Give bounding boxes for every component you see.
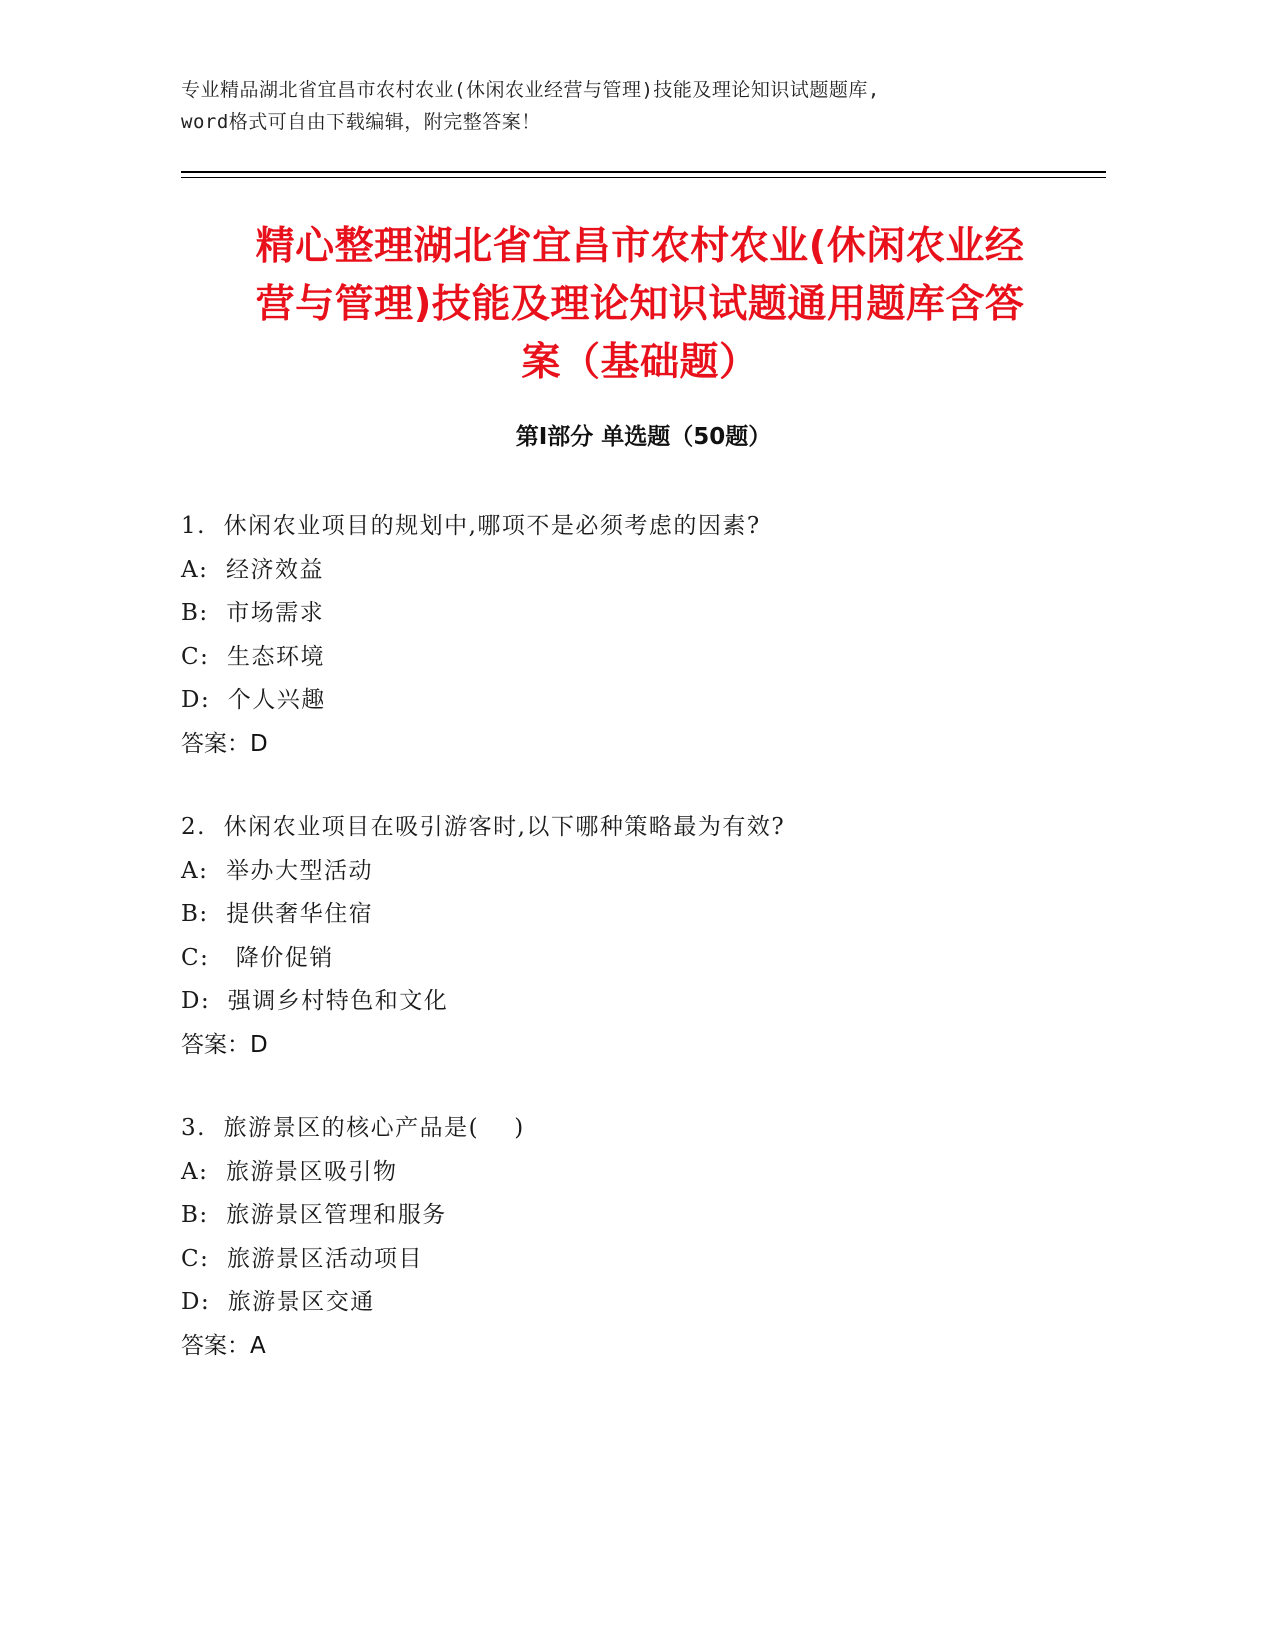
option-c: C: 旅游景区活动项目 <box>181 1245 423 1272</box>
answer: 答案：D <box>181 730 268 757</box>
document-title-line-2: 营与管理)技能及理论知识试题通用题库含答 <box>255 282 1025 327</box>
option-b: B: 旅游景区管理和服务 <box>181 1202 447 1228</box>
header-divider-thin <box>181 177 1106 178</box>
question-2 <box>181 806 1106 1067</box>
option-a: A: 经济效益 <box>181 556 324 583</box>
option-c: C: 生态环境 <box>181 643 325 670</box>
question-3 <box>181 1107 1106 1368</box>
document-title-line-3: 案（基础题） <box>521 340 759 385</box>
option-c: C: 降价促销 <box>181 944 334 971</box>
header-note-line-1: 专业精品湖北省宜昌市农村农业(休闲农业经营与管理)技能及理论知识试题题库, <box>181 79 880 101</box>
question-stem: 2. 休闲农业项目在吸引游客时,以下哪种策略最为有效? <box>181 814 786 840</box>
header-note <box>181 74 1081 138</box>
section-title: 第Ⅰ部分 单选题（50题） <box>515 424 772 450</box>
option-b: B: 提供奢华住宿 <box>181 901 374 927</box>
answer: 答案：A <box>181 1332 266 1359</box>
question-stem: 3. 旅游景区的核心产品是( ) <box>181 1115 525 1141</box>
header-divider-thick <box>181 171 1106 173</box>
header-note-line-2: word格式可自由下载编辑，附完整答案！ <box>181 111 541 133</box>
option-d: D: 旅游景区交通 <box>181 1289 375 1315</box>
option-a: A: 举办大型活动 <box>181 857 373 884</box>
option-a: A: 旅游景区吸引物 <box>181 1158 398 1185</box>
question-stem: 1. 休闲农业项目的规划中,哪项不是必须考虑的因素? <box>181 513 761 539</box>
option-d: D: 强调乡村特色和文化 <box>181 988 449 1014</box>
question-1 <box>181 505 1106 766</box>
question-list <box>181 505 1106 1408</box>
answer: 答案：D <box>181 1031 268 1058</box>
document-title-line-1: 精心整理湖北省宜昌市农村农业(休闲农业经 <box>255 224 1025 269</box>
document-title <box>170 218 1110 392</box>
option-d: D: 个人兴趣 <box>181 687 326 713</box>
option-b: B: 市场需求 <box>181 600 325 626</box>
